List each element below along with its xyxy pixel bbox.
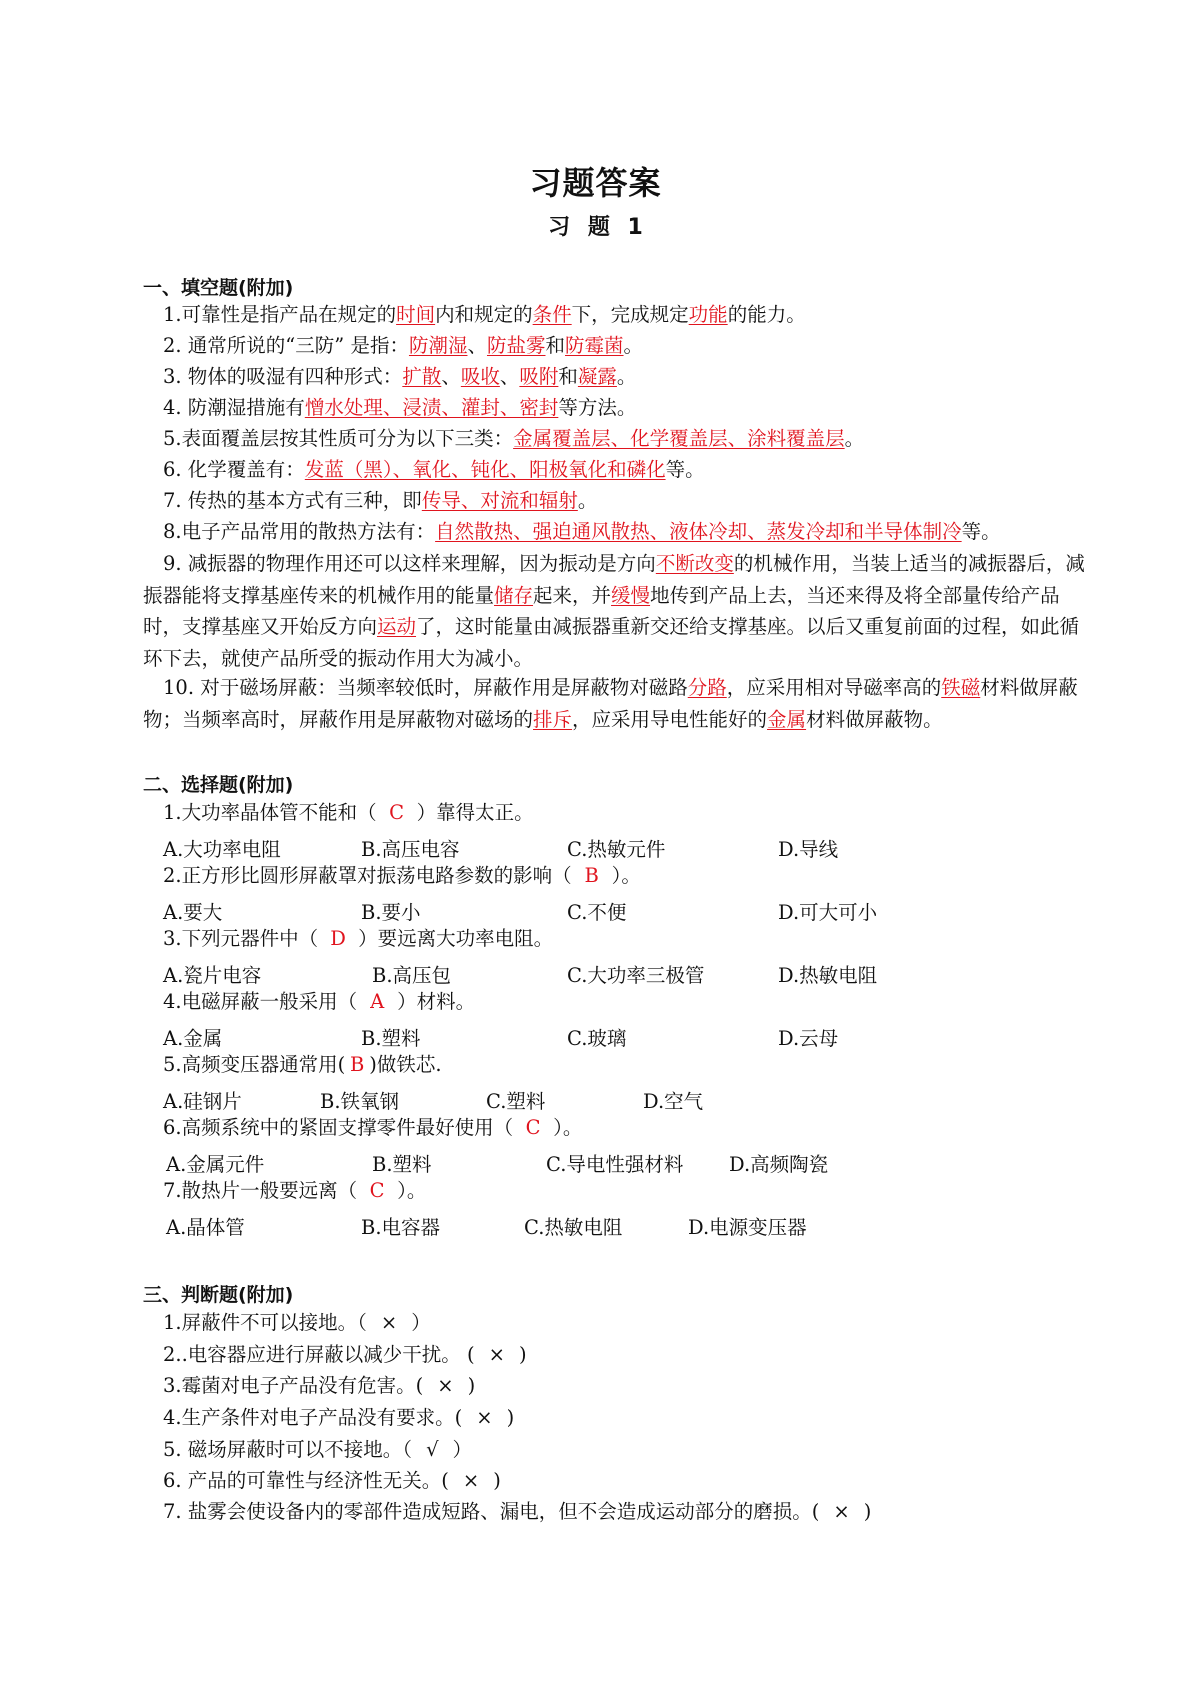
fill-question-3 (163, 367, 636, 387)
answer: 传导、对流和辐射 (421, 489, 578, 512)
option-b: B.铁氧钢 (320, 1090, 400, 1113)
question-text: 和 (558, 365, 578, 388)
option-d: D.电源变压器 (688, 1216, 807, 1239)
question-text: 4.电磁屏蔽一般采用（ (163, 990, 358, 1013)
question-text: 的机械作用，当装上适当的减振器后，减振器能将支撑基座传来的机械作用的能量 (143, 552, 1085, 607)
question-text: 等方法。 (558, 396, 637, 419)
question-text: ）要远离大功率电阻。 (358, 927, 554, 950)
question-text: 5.高频变压器通常用( (163, 1053, 346, 1076)
answer: C (389, 801, 405, 824)
fill-question-9 (143, 548, 1088, 674)
option-b: B.塑料 (372, 1153, 432, 1176)
section-heading-fill: 一、填空题(附加) (143, 277, 294, 299)
fill-question-10 (143, 672, 1088, 735)
choice-question-5 (163, 1055, 442, 1075)
question-text: 7. 盐雾会使设备内的零部件造成短路、漏电，但不会造成运动部分的磨损。( (163, 1500, 820, 1523)
fill-question-4 (163, 398, 636, 418)
option-c: C.玻璃 (567, 1027, 627, 1050)
option-d: D.热敏电阻 (778, 964, 878, 987)
option-a: A.金属元件 (166, 1153, 265, 1176)
judge-question-6 (163, 1471, 501, 1491)
option-d: D.可大可小 (778, 901, 878, 924)
question-text: 2..电容器应进行屏蔽以减少干扰。 ( (163, 1343, 475, 1366)
question-text: 6. 产品的可靠性与经济性无关。( (163, 1469, 449, 1492)
option-d: D.高频陶瓷 (729, 1153, 829, 1176)
option-b: B.电容器 (361, 1216, 441, 1239)
question-text: 下，完成规定 (571, 303, 689, 326)
judge-question-3 (163, 1376, 475, 1396)
question-text: 材料做屏蔽物。 (806, 707, 943, 731)
answer: 凝露 (577, 365, 617, 388)
option-a: A.要大 (163, 901, 223, 924)
answer: 时间 (396, 303, 436, 326)
answer: × (488, 1343, 505, 1366)
option-b: B.要小 (361, 901, 421, 924)
answer: 憎水处理、浸渍、灌封、密封 (304, 396, 559, 419)
question-text: ） (411, 1311, 431, 1334)
question-text: 4.生产条件对电子产品没有要求。( (163, 1406, 463, 1429)
option-a: A.晶体管 (166, 1216, 245, 1239)
question-text: 1.可靠性是指产品在规定的 (163, 303, 397, 326)
fill-question-2 (163, 336, 643, 356)
judge-question-5 (163, 1440, 472, 1460)
option-b: B.高压电容 (361, 838, 460, 861)
question-text: 7. 传热的基本方式有三种，即 (163, 489, 422, 512)
answer: 扩散 (402, 365, 442, 388)
question-text: )做铁芯. (369, 1053, 442, 1076)
option-c: C.热敏元件 (567, 838, 666, 861)
choice-question-4 (163, 992, 475, 1012)
question-text: 6. 化学覆盖有： (163, 458, 305, 481)
answer: 防霉菌 (565, 334, 624, 357)
answer: C (369, 1179, 385, 1202)
question-text: 1.大功率晶体管不能和（ (163, 801, 377, 824)
question-text: 1.屏蔽件不可以接地。（ (163, 1311, 367, 1334)
judge-question-1 (163, 1313, 431, 1333)
fill-question-7 (163, 491, 597, 511)
question-text: ，应采用导电性能好的 (572, 707, 768, 731)
question-text: 10. 对于磁场屏蔽：当频率较低时，屏蔽作用是屏蔽物对磁路 (163, 676, 688, 699)
choice-question-6 (163, 1118, 582, 1138)
option-c: C.导电性强材料 (546, 1153, 684, 1176)
answer: × (380, 1311, 398, 1334)
question-text: ) (467, 1374, 476, 1397)
question-text: 2.正方形比圆形屏蔽罩对振荡电路参数的影响（ (163, 864, 572, 887)
question-text: 。 (577, 489, 598, 512)
option-b: B.高压包 (372, 964, 452, 987)
question-text: ) (518, 1343, 527, 1366)
choice-question-1 (163, 803, 534, 823)
answer: 自然散热、强迫通风散热、液体冷却、蒸发冷却和半导体制冷 (435, 520, 962, 543)
question-text: ）。 (611, 864, 641, 887)
question-text: ）。 (397, 1179, 427, 1202)
question-text: ) (506, 1406, 515, 1429)
answer: 吸附 (519, 365, 559, 388)
answer: 防潮湿 (408, 334, 468, 357)
answer: 缓慢 (611, 583, 651, 607)
answer: 金属 (767, 707, 807, 731)
option-c: C.不便 (567, 901, 627, 924)
question-text: 的能力。 (727, 303, 806, 326)
answer: 铁磁 (941, 676, 981, 699)
question-text: 。 (844, 427, 865, 450)
choice-question-2 (163, 866, 641, 886)
question-text: 、 (441, 365, 461, 388)
question-text: 5.表面覆盖层按其性质可分为以下三类： (163, 427, 514, 450)
judge-question-7 (163, 1502, 871, 1522)
question-text: 起来，并 (533, 583, 612, 607)
question-text: ）靠得太正。 (416, 801, 534, 824)
option-c: C.塑料 (486, 1090, 546, 1113)
judge-question-2 (163, 1345, 527, 1365)
option-a: A.硅钢片 (163, 1090, 242, 1113)
question-text: 了，这时能量由减振器重新交还给支撑基座。以后又重复前面的过程，如此循环下去，就使产品所受的振动作用大为减小。 (143, 615, 1080, 670)
question-text: 。 (616, 365, 637, 388)
answer: 功能 (688, 303, 728, 326)
question-text: ，应采用相对导磁率高的 (726, 676, 942, 699)
answer: A (370, 990, 385, 1013)
answer: √ (426, 1438, 439, 1461)
question-text: 2. 通常所说的“三防” 是指： (163, 334, 409, 357)
answer: 分路 (687, 676, 727, 699)
answer: × (462, 1469, 480, 1492)
answer: 运动 (377, 615, 417, 638)
fill-question-6 (163, 460, 705, 480)
question-text: 材料做屏蔽物；当频率高时，屏蔽作用是屏蔽物对磁场的 (143, 676, 1078, 731)
fill-question-5 (163, 429, 864, 449)
option-a: A.大功率电阻 (163, 838, 281, 861)
option-c: C.大功率三极管 (567, 964, 705, 987)
question-text: 8.电子产品常用的散热方法有： (163, 520, 436, 543)
question-text: ）。 (553, 1116, 583, 1139)
question-text: 3. 物体的吸湿有四种形式： (163, 365, 403, 388)
answer: D (330, 927, 346, 950)
question-text: 6.高频系统中的紧固支撑零件最好使用（ (163, 1116, 514, 1139)
option-d: D.空气 (643, 1090, 704, 1113)
question-text: 3.下列元器件中（ (163, 927, 319, 950)
answer: 发蓝（黑）、氧化、钝化、阳极氧化和磷化 (304, 458, 666, 481)
answer: 条件 (532, 303, 572, 326)
question-text: 等。 (665, 458, 705, 481)
option-c: C.热敏电阻 (524, 1216, 623, 1239)
option-b: B.塑料 (361, 1027, 421, 1050)
question-text: 等。 (961, 520, 1001, 543)
answer: × (476, 1406, 493, 1429)
question-text: 3.霉菌对电子产品没有危害。( (163, 1374, 424, 1397)
question-text: 4. 防潮湿措施有 (163, 396, 305, 419)
judge-question-4 (163, 1408, 514, 1428)
question-text: 9. 减振器的物理作用还可以这样来理解，因为振动是方向 (163, 552, 656, 575)
question-text: 、 (467, 334, 487, 357)
question-text: 地传到产品上去，当还来得及将全部量传给产品时，支撑基座又开始反方向 (143, 583, 1060, 638)
question-text: 和 (545, 334, 566, 357)
question-text: 7.散热片一般要远离（ (163, 1179, 358, 1202)
question-text: ） (452, 1438, 473, 1461)
answer: 金属覆盖层、化学覆盖层、涂料覆盖层 (513, 427, 845, 450)
answer: × (437, 1374, 454, 1397)
option-a: A.金属 (163, 1027, 223, 1050)
question-text: ）材料。 (397, 990, 476, 1013)
question-text: 5. 磁场屏蔽时可以不接地。（ (163, 1438, 413, 1461)
section-heading-judge: 三、判断题(附加) (143, 1284, 294, 1306)
answer: B (350, 1053, 365, 1076)
answer: 不断改变 (655, 552, 734, 575)
page-subtitle: 习 题 1 (548, 215, 643, 240)
section-heading-choice: 二、选择题(附加) (143, 774, 294, 796)
question-text: ) (493, 1469, 501, 1492)
choice-question-7 (163, 1181, 426, 1201)
answer: 吸收 (460, 365, 500, 388)
fill-question-1 (163, 305, 806, 325)
option-a: A.瓷片电容 (163, 964, 262, 987)
option-d: D.导线 (778, 838, 839, 861)
answer: 储存 (494, 583, 534, 607)
answer: C (525, 1116, 541, 1139)
question-text: 、 (499, 365, 520, 388)
answer: B (584, 864, 599, 887)
question-text: ) (863, 1500, 872, 1523)
answer: 排斥 (533, 707, 573, 731)
choice-question-3 (163, 929, 553, 949)
fill-question-8 (163, 522, 1001, 542)
answer: × (833, 1500, 850, 1523)
option-d: D.云母 (778, 1027, 839, 1050)
question-text: 。 (623, 334, 644, 357)
answer: 防盐雾 (486, 334, 546, 357)
page-title: 习题答案 (529, 164, 662, 202)
question-text: 内和规定的 (435, 303, 533, 326)
